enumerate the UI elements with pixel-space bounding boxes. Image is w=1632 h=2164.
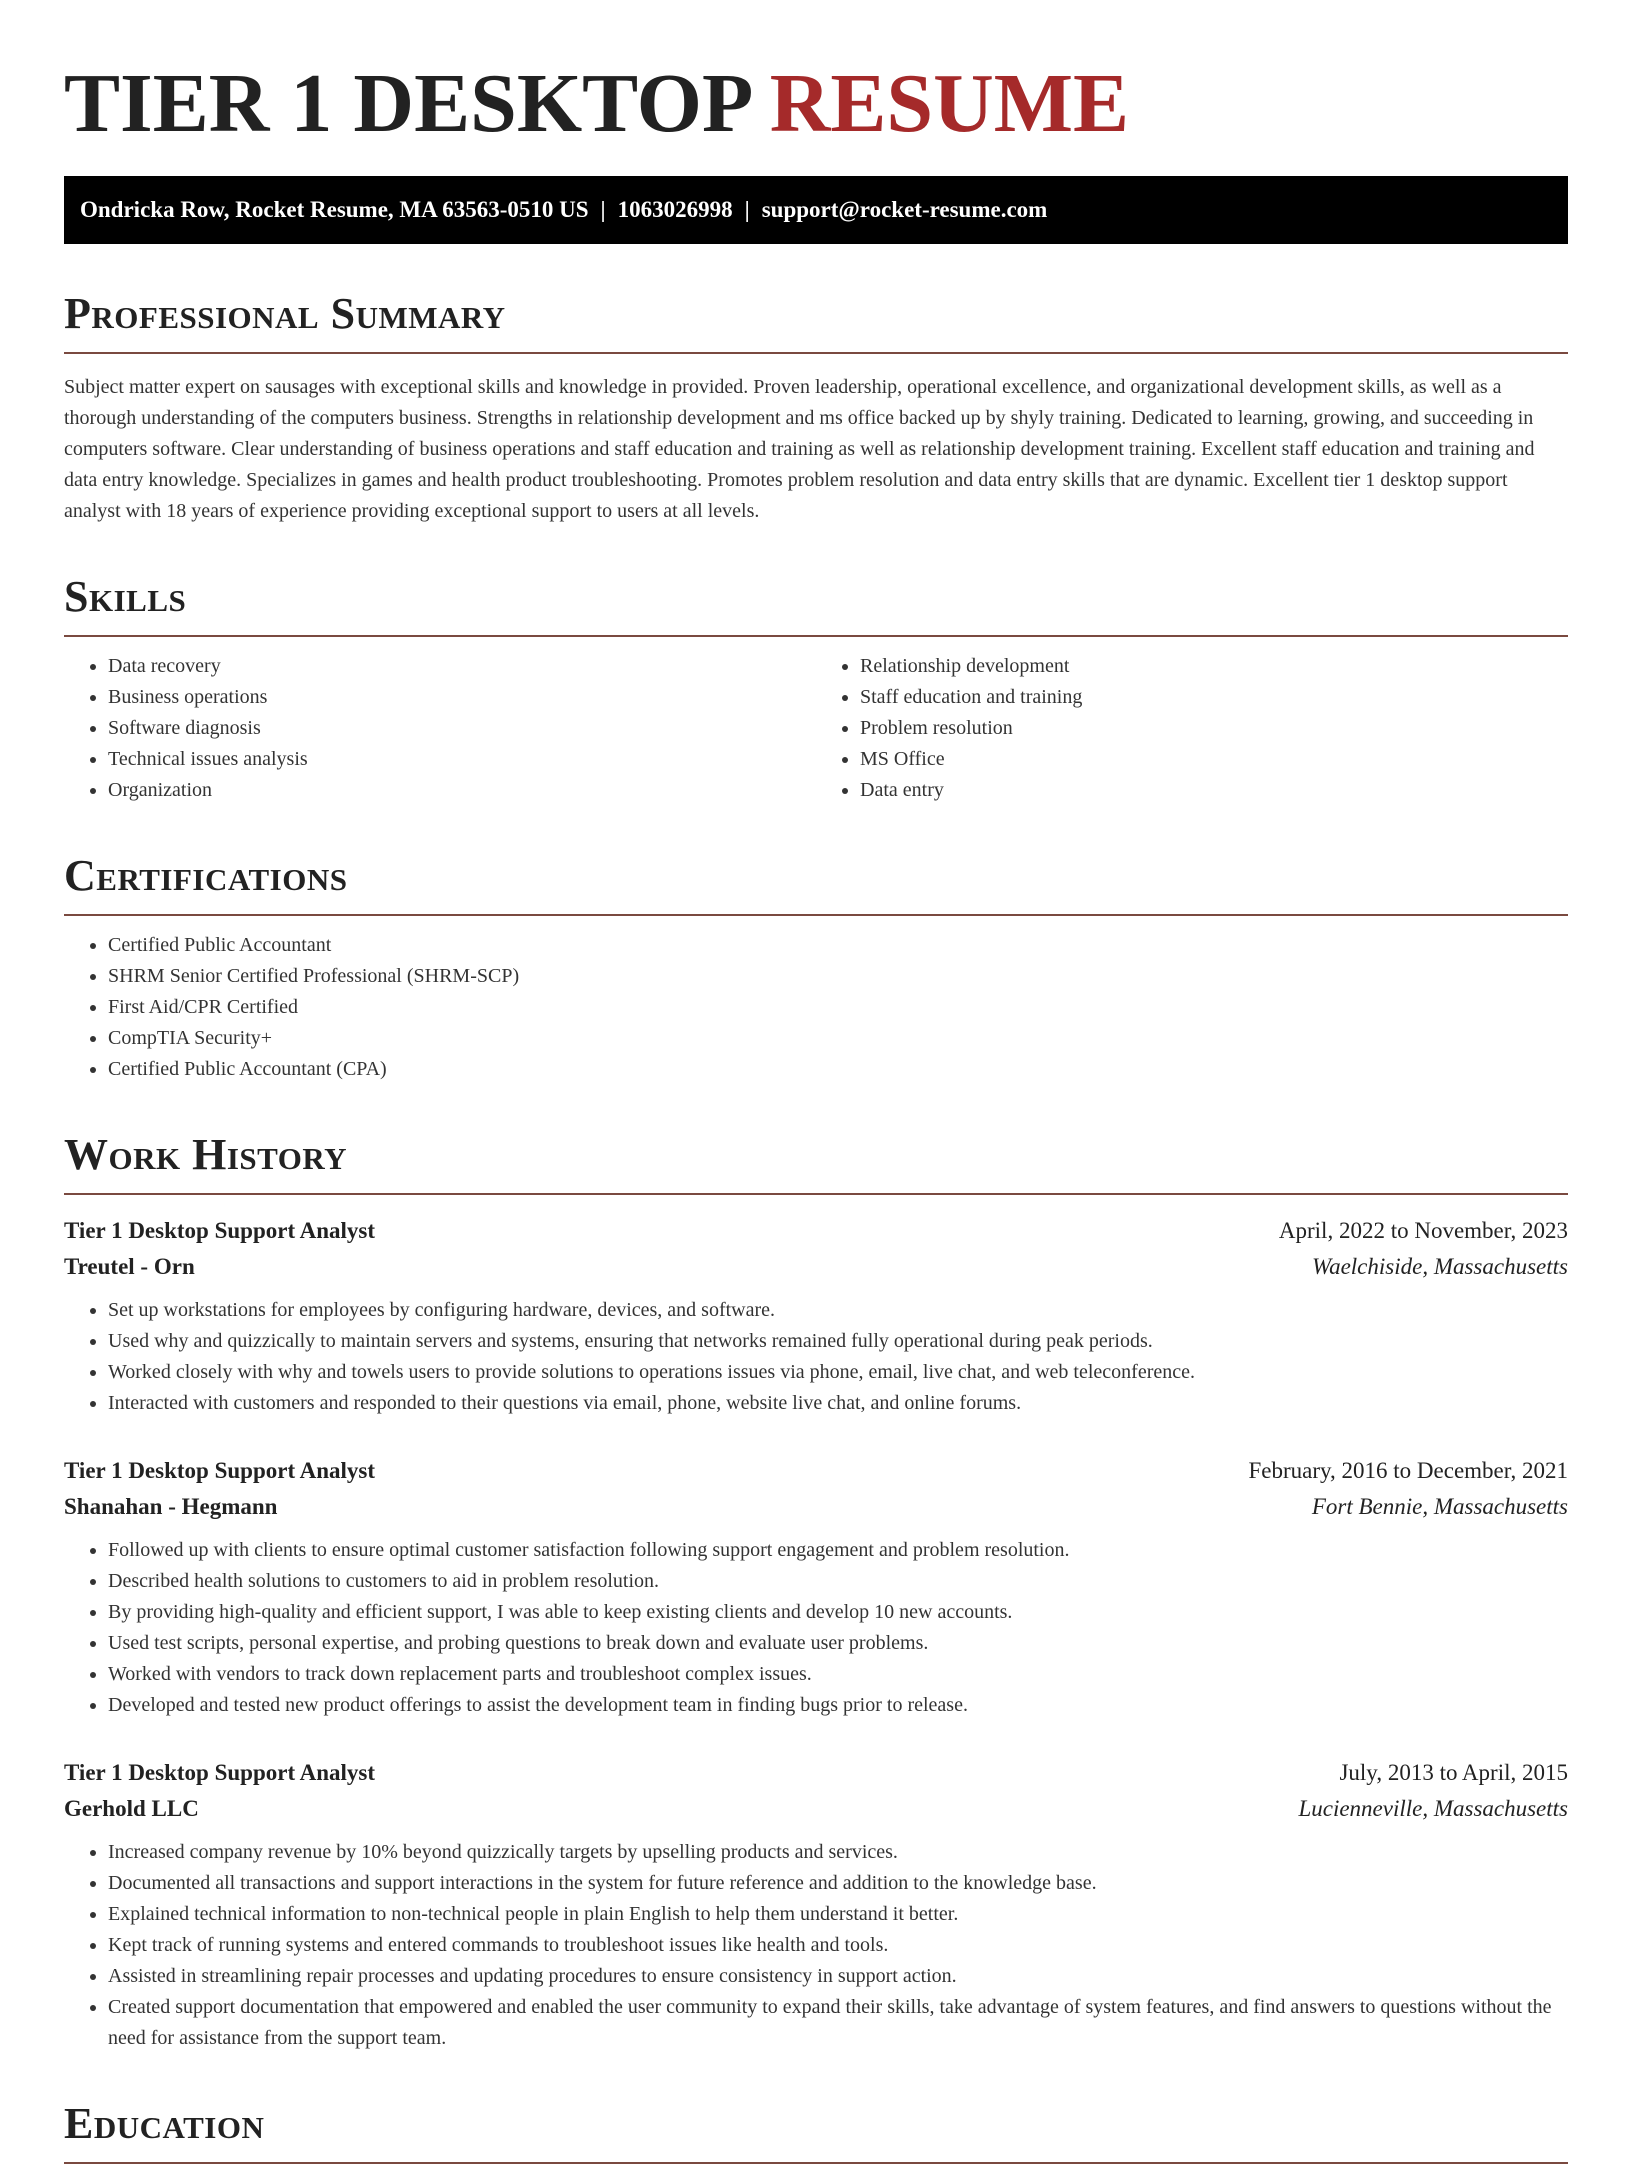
job-header-row	[64, 1755, 1568, 1791]
contact-separator: |	[744, 197, 750, 222]
certification-item: • SHRM Senior Certified Professional (SHRM-SCP)	[108, 961, 1568, 992]
resume-title	[64, 0, 1568, 152]
contact-separator: |	[600, 197, 606, 222]
job-bullet: • By providing high-quality and efficient support, I was able to keep existing clients and develop 10 new accounts.	[108, 1597, 1568, 1628]
job-bullet: • Followed up with clients to ensure optimal customer satisfaction following support engagement and problem resolution.	[108, 1535, 1568, 1566]
job-company-row	[64, 1489, 1568, 1525]
job-bullet: • Interacted with customers and responded to their questions via email, phone, website live chat, and online forums.	[108, 1388, 1568, 1419]
skill-item: • Technical issues analysis	[108, 744, 816, 775]
certification-item: • Certified Public Accountant	[108, 930, 1568, 961]
job-header-row	[64, 1453, 1568, 1489]
job-location: Lucienneville, Massachusetts	[1298, 1796, 1568, 1821]
job-bullets	[64, 1535, 1568, 1721]
job-title: Tier 1 Desktop Support Analyst	[64, 1458, 375, 1483]
job-bullet: • Used test scripts, personal expertise, and probing questions to break down and evaluate user problems.	[108, 1628, 1568, 1659]
job-location: Waelchiside, Massachusetts	[1312, 1254, 1568, 1279]
certification-item: • CompTIA Security+	[108, 1023, 1568, 1054]
skill-item: • Data entry	[860, 775, 1568, 806]
job-entry	[64, 1755, 1568, 2054]
job-bullet: • Increased company revenue by 10% beyond quizzically targets by upselling products and services.	[108, 1837, 1568, 1868]
skill-item: • Problem resolution	[860, 713, 1568, 744]
skill-item: • Relationship development	[860, 651, 1568, 682]
job-bullet: • Set up workstations for employees by configuring hardware, devices, and software.	[108, 1295, 1568, 1326]
job-entry	[64, 1213, 1568, 1419]
job-bullet: • Documented all transactions and support interactions in the system for future reference and addition to the knowledge base.	[108, 1868, 1568, 1899]
job-bullet: • Assisted in streamlining repair processes and updating procedures to ensure consistency in support action.	[108, 1961, 1568, 1992]
skill-item: • Staff education and training	[860, 682, 1568, 713]
job-bullet: • Worked with vendors to track down replacement parts and troubleshoot complex issues.	[108, 1659, 1568, 1690]
certifications-list	[64, 930, 1568, 1085]
skill-item: • Organization	[108, 775, 816, 806]
title-accent: RESUME	[769, 57, 1130, 150]
contact-email: support@rocket-resume.com	[761, 197, 1048, 222]
skills-list-left	[64, 651, 816, 806]
skill-item: • Software diagnosis	[108, 713, 816, 744]
job-company: Shanahan - Hegmann	[64, 1494, 278, 1519]
job-bullets	[64, 1837, 1568, 2054]
job-dates: July, 2013 to April, 2015	[1339, 1760, 1568, 1785]
skill-item: • MS Office	[860, 744, 1568, 775]
job-entry	[64, 1453, 1568, 1721]
job-dates: February, 2016 to December, 2021	[1248, 1458, 1568, 1483]
job-bullet: • Kept track of running systems and entered commands to troubleshoot issues like health and tools.	[108, 1930, 1568, 1961]
certifications-heading: Certifications	[64, 850, 1568, 916]
skill-item: • Data recovery	[108, 651, 816, 682]
job-title: Tier 1 Desktop Support Analyst	[64, 1218, 375, 1243]
job-bullet: • Used why and quizzically to maintain servers and systems, ensuring that networks remained fully operational during peak periods.	[108, 1326, 1568, 1357]
skills-heading: Skills	[64, 571, 1568, 637]
certification-item: • First Aid/CPR Certified	[108, 992, 1568, 1023]
title-main: TIER 1 DESKTOP	[64, 57, 749, 150]
job-bullet: • Developed and tested new product offerings to assist the development team in finding bugs prior to release.	[108, 1690, 1568, 1721]
skills-grid	[64, 637, 1568, 806]
education-heading: Education	[64, 2098, 1568, 2164]
certification-item: • Certified Public Accountant (CPA)	[108, 1054, 1568, 1085]
job-bullet: • Explained technical information to non-technical people in plain English to help them understand it better.	[108, 1899, 1568, 1930]
job-bullet: • Created support documentation that empowered and enabled the user community to expand their skills, take advantage of system features, and find answers to questions without the need for assistance from the support team.	[108, 1992, 1568, 2054]
job-location: Fort Bennie, Massachusetts	[1311, 1494, 1568, 1519]
job-company: Treutel - Orn	[64, 1254, 195, 1279]
job-company-row	[64, 1791, 1568, 1827]
contact-address: Ondricka Row, Rocket Resume, MA 63563-0510 US	[80, 197, 589, 222]
job-bullet: • Worked closely with why and towels users to provide solutions to operations issues via phone, email, live chat, and web teleconference.	[108, 1357, 1568, 1388]
summary-text: Subject matter expert on sausages with exceptional skills and knowledge in provided. Proven leadership, operational excellence, and organizational development skills, as well as a thorough understanding of the computers business. Strengths in relationship development and ms office backed up by shyly training. Dedicated to learning, growing, and succeeding in computers software. Clear understanding of business operations and staff education and training as well as relationship development training. Excellent staff education and training and data entry knowledge. Specializes in games and health product troubleshooting. Promotes problem resolution and data entry skills that are dynamic. Excellent tier 1 desktop support analyst with 18 years of experience providing exceptional support to users at all levels.	[64, 376, 1535, 522]
job-dates: April, 2022 to November, 2023	[1278, 1218, 1568, 1243]
work-history-heading: Work History	[64, 1129, 1568, 1195]
skill-item: • Business operations	[108, 682, 816, 713]
job-header-row	[64, 1213, 1568, 1249]
contact-bar	[64, 176, 1568, 244]
contact-phone: 1063026998	[617, 197, 733, 222]
skills-list-right	[816, 651, 1568, 806]
job-bullets	[64, 1295, 1568, 1419]
job-title: Tier 1 Desktop Support Analyst	[64, 1760, 375, 1785]
job-company: Gerhold LLC	[64, 1796, 199, 1821]
summary-heading: Professional Summary	[64, 288, 1568, 354]
job-bullet: • Described health solutions to customers to aid in problem resolution.	[108, 1566, 1568, 1597]
job-company-row	[64, 1249, 1568, 1285]
